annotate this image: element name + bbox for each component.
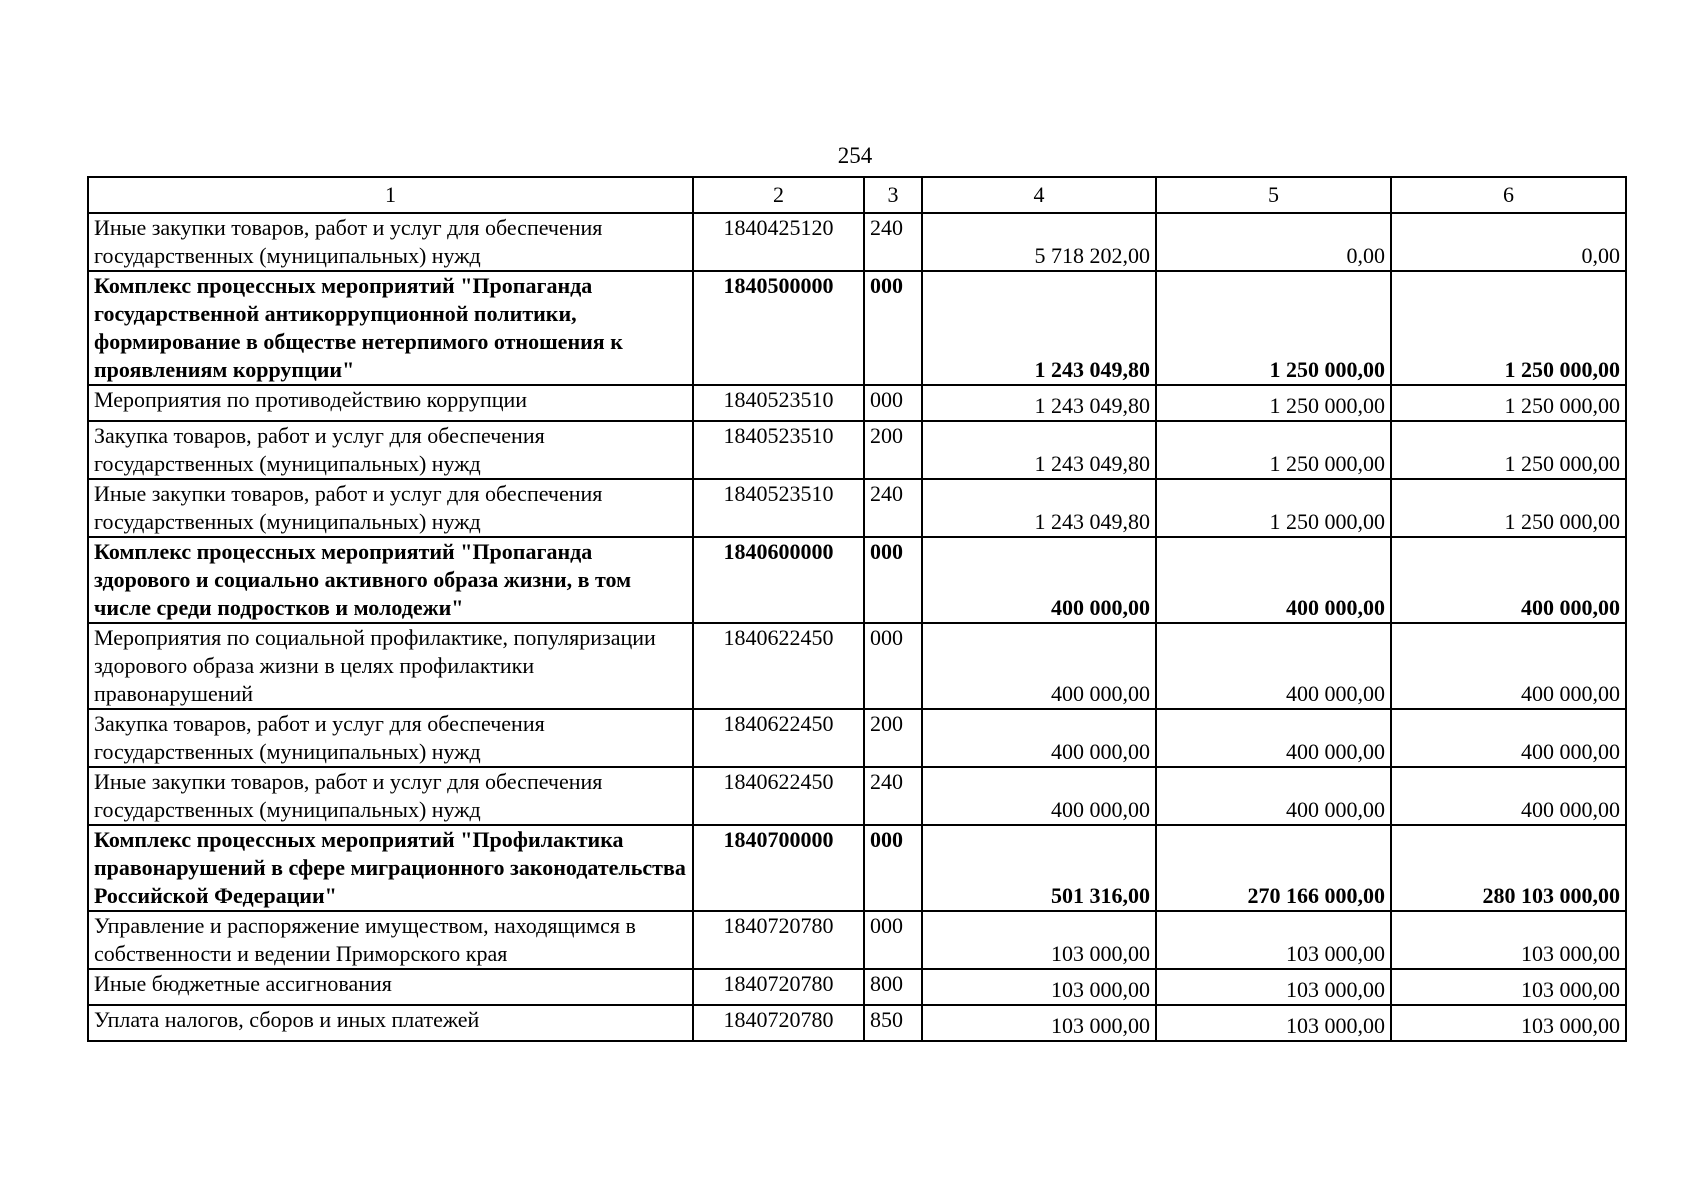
- row-amount-col5: 1 250 000,00: [1156, 385, 1391, 421]
- row-code: 1840500000: [693, 271, 864, 385]
- table-row: [88, 421, 1626, 479]
- row-amount-col6: 1 250 000,00: [1391, 271, 1626, 385]
- row-expense-type: 240: [864, 767, 922, 825]
- row-amount-col6: 1 250 000,00: [1391, 421, 1626, 479]
- row-amount-col5: 270 166 000,00: [1156, 825, 1391, 911]
- row-expense-type: 000: [864, 271, 922, 385]
- row-amount-col6: 0,00: [1391, 213, 1626, 271]
- row-amount-col5: 0,00: [1156, 213, 1391, 271]
- table-row: [88, 969, 1626, 1005]
- table-header-row: [88, 177, 1626, 213]
- row-expense-type: 000: [864, 623, 922, 709]
- row-amount-col5: 1 250 000,00: [1156, 421, 1391, 479]
- row-amount-col5: 103 000,00: [1156, 969, 1391, 1005]
- row-name: Комплекс процессных мероприятий "Пропаганда государственной антикоррупционной политики, формирование в обществе нетерпимого отношения к проявлениям коррупции": [88, 271, 693, 385]
- row-expense-type: 240: [864, 479, 922, 537]
- row-amount-col6: 1 250 000,00: [1391, 479, 1626, 537]
- row-expense-type: 200: [864, 421, 922, 479]
- row-amount-col6: 400 000,00: [1391, 623, 1626, 709]
- row-expense-type: 240: [864, 213, 922, 271]
- row-expense-type: 000: [864, 825, 922, 911]
- table-row: [88, 213, 1626, 271]
- row-expense-type: 200: [864, 709, 922, 767]
- row-amount-col4: 103 000,00: [922, 911, 1156, 969]
- row-code: 1840720780: [693, 1005, 864, 1041]
- row-expense-type: 000: [864, 911, 922, 969]
- row-code: 1840523510: [693, 479, 864, 537]
- table-row: [88, 911, 1626, 969]
- row-amount-col4: 1 243 049,80: [922, 271, 1156, 385]
- column-header: 5: [1156, 177, 1391, 213]
- table-row: [88, 709, 1626, 767]
- row-amount-col6: 103 000,00: [1391, 1005, 1626, 1041]
- row-expense-type: 000: [864, 537, 922, 623]
- table-row-section: [88, 537, 1626, 623]
- table-row-section: [88, 825, 1626, 911]
- row-amount-col4: 400 000,00: [922, 537, 1156, 623]
- row-amount-col5: 400 000,00: [1156, 537, 1391, 623]
- row-amount-col4: 1 243 049,80: [922, 385, 1156, 421]
- table-row: [88, 385, 1626, 421]
- row-amount-col6: 400 000,00: [1391, 709, 1626, 767]
- row-code: 1840622450: [693, 623, 864, 709]
- row-amount-col4: 103 000,00: [922, 969, 1156, 1005]
- row-code: 1840720780: [693, 911, 864, 969]
- row-amount-col5: 103 000,00: [1156, 911, 1391, 969]
- row-name: Закупка товаров, работ и услуг для обеспечения государственных (муниципальных) нужд: [88, 709, 693, 767]
- row-code: 1840425120: [693, 213, 864, 271]
- row-name: Мероприятия по противодействию коррупции: [88, 385, 693, 421]
- row-amount-col4: 400 000,00: [922, 623, 1156, 709]
- row-code: 1840600000: [693, 537, 864, 623]
- row-amount-col5: 1 250 000,00: [1156, 479, 1391, 537]
- row-amount-col4: 1 243 049,80: [922, 479, 1156, 537]
- row-name: Иные бюджетные ассигнования: [88, 969, 693, 1005]
- column-header: 6: [1391, 177, 1626, 213]
- column-header: 2: [693, 177, 864, 213]
- row-expense-type: 850: [864, 1005, 922, 1041]
- row-amount-col6: 103 000,00: [1391, 911, 1626, 969]
- row-amount-col6: 103 000,00: [1391, 969, 1626, 1005]
- row-name: Комплекс процессных мероприятий "Пропаганда здорового и социально активного образа жизни, в том числе среди подростков и молодежи": [88, 537, 693, 623]
- row-amount-col6: 400 000,00: [1391, 767, 1626, 825]
- table-row-section: [88, 271, 1626, 385]
- row-name: Управление и распоряжение имуществом, находящимся в собственности и ведении Приморского края: [88, 911, 693, 969]
- row-name: Иные закупки товаров, работ и услуг для обеспечения государственных (муниципальных) нужд: [88, 479, 693, 537]
- row-code: 1840720780: [693, 969, 864, 1005]
- row-name: Комплекс процессных мероприятий "Профилактика правонарушений в сфере миграционного законодательства Российской Федерации": [88, 825, 693, 911]
- table-row: [88, 1005, 1626, 1041]
- table-row: [88, 767, 1626, 825]
- budget-table: [87, 176, 1627, 1042]
- row-amount-col5: 400 000,00: [1156, 767, 1391, 825]
- row-amount-col4: 1 243 049,80: [922, 421, 1156, 479]
- table-row: [88, 479, 1626, 537]
- row-name: Иные закупки товаров, работ и услуг для обеспечения государственных (муниципальных) нужд: [88, 213, 693, 271]
- row-amount-col5: 103 000,00: [1156, 1005, 1391, 1041]
- row-amount-col5: 400 000,00: [1156, 623, 1391, 709]
- row-amount-col6: 280 103 000,00: [1391, 825, 1626, 911]
- row-expense-type: 800: [864, 969, 922, 1005]
- row-code: 1840523510: [693, 421, 864, 479]
- row-code: 1840622450: [693, 767, 864, 825]
- row-code: 1840622450: [693, 709, 864, 767]
- page-number: 254: [837, 143, 873, 168]
- column-header: 4: [922, 177, 1156, 213]
- row-name: Закупка товаров, работ и услуг для обеспечения государственных (муниципальных) нужд: [88, 421, 693, 479]
- row-expense-type: 000: [864, 385, 922, 421]
- row-amount-col6: 400 000,00: [1391, 537, 1626, 623]
- row-name: Уплата налогов, сборов и иных платежей: [88, 1005, 693, 1041]
- row-amount-col4: 103 000,00: [922, 1005, 1156, 1041]
- row-amount-col5: 400 000,00: [1156, 709, 1391, 767]
- row-code: 1840700000: [693, 825, 864, 911]
- row-amount-col4: 501 316,00: [922, 825, 1156, 911]
- column-header: 1: [88, 177, 693, 213]
- row-name: Мероприятия по социальной профилактике, популяризации здорового образа жизни в целях профилактики правонарушений: [88, 623, 693, 709]
- row-amount-col4: 400 000,00: [922, 709, 1156, 767]
- row-name: Иные закупки товаров, работ и услуг для обеспечения государственных (муниципальных) нужд: [88, 767, 693, 825]
- row-amount-col6: 1 250 000,00: [1391, 385, 1626, 421]
- table-row: [88, 623, 1626, 709]
- row-amount-col5: 1 250 000,00: [1156, 271, 1391, 385]
- row-code: 1840523510: [693, 385, 864, 421]
- row-amount-col4: 400 000,00: [922, 767, 1156, 825]
- row-amount-col4: 5 718 202,00: [922, 213, 1156, 271]
- column-header: 3: [864, 177, 922, 213]
